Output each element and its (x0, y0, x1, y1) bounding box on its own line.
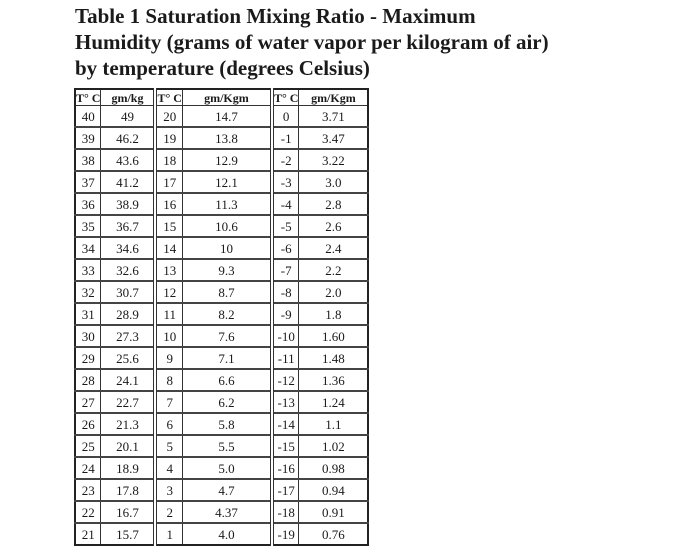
table-cell: 13.8 (182, 127, 272, 149)
table-cell: 49 (101, 106, 156, 128)
table-cell: -17 (272, 479, 299, 501)
table-cell: 14 (155, 237, 182, 259)
table-cell: -2 (272, 149, 299, 171)
table-cell: 16 (155, 193, 182, 215)
table-cell: 18.9 (101, 457, 156, 479)
table-cell: -6 (272, 237, 299, 259)
table-cell: 22 (75, 501, 101, 523)
table-cell: 4.37 (182, 501, 272, 523)
table-cell: 26 (75, 413, 101, 435)
column-header: T° C (157, 90, 182, 105)
table-cell: 1.1 (299, 413, 369, 435)
table-cell: 8.7 (182, 281, 272, 303)
table-cell: 34.6 (101, 237, 156, 259)
table-cell: 38.9 (101, 193, 156, 215)
table-cell: -5 (272, 215, 299, 237)
table-row (75, 303, 368, 325)
table-cell: 36.7 (101, 215, 156, 237)
table-cell: 20.1 (101, 435, 156, 457)
table-cell: 10 (182, 237, 272, 259)
table-cell: 11 (155, 303, 182, 325)
table-row (75, 237, 368, 259)
table-cell: 2.8 (299, 193, 369, 215)
table-cell: 5 (155, 435, 182, 457)
table-cell: 14.7 (182, 106, 272, 128)
table-row (75, 479, 368, 501)
table-row (75, 106, 368, 128)
title-line-3: by temperature (degrees Celsius) (75, 56, 370, 80)
table-cell: 10.6 (182, 215, 272, 237)
table-cell: 28 (75, 369, 101, 391)
table-cell: 4.0 (182, 523, 272, 545)
table-row (75, 523, 368, 545)
table-cell: 30.7 (101, 281, 156, 303)
table-row (75, 369, 368, 391)
table-cell: 19 (155, 127, 182, 149)
table-cell: 11.3 (182, 193, 272, 215)
table-cell: 2.4 (299, 237, 369, 259)
table-cell: 27.3 (101, 325, 156, 347)
table-cell: 6.2 (182, 391, 272, 413)
table-cell: -13 (272, 391, 299, 413)
table-cell: -7 (272, 259, 299, 281)
table-cell: 43.6 (101, 149, 156, 171)
table-cell: 36 (75, 193, 101, 215)
table-row (75, 325, 368, 347)
table-cell: -14 (272, 413, 299, 435)
table-cell: 1.24 (299, 391, 369, 413)
table-cell: 0.98 (299, 457, 369, 479)
table-cell: 1.60 (299, 325, 369, 347)
table-cell: -4 (272, 193, 299, 215)
table-cell: 0 (272, 106, 299, 128)
table-cell: 39 (75, 127, 101, 149)
table-cell: -16 (272, 457, 299, 479)
table-cell: -12 (272, 369, 299, 391)
table-cell: 2.6 (299, 215, 369, 237)
table-cell: 21.3 (101, 413, 156, 435)
column-header: gm/Kgm (182, 89, 272, 106)
table-row (75, 281, 368, 303)
column-header: gm/kg (101, 89, 156, 106)
table-cell: -15 (272, 435, 299, 457)
table-cell: 0.91 (299, 501, 369, 523)
table-cell: 4.7 (182, 479, 272, 501)
column-header: T° C (273, 90, 299, 105)
table-row (75, 171, 368, 193)
table-cell: 37 (75, 171, 101, 193)
title-line-1: Table 1 Saturation Mixing Ratio - Maximum (75, 4, 476, 28)
table-cell: 1.36 (299, 369, 369, 391)
table-cell: 3.22 (299, 149, 369, 171)
table-cell: 7.6 (182, 325, 272, 347)
table-cell: 32 (75, 281, 101, 303)
table-cell: 20 (155, 106, 182, 128)
table-cell: 1.02 (299, 435, 369, 457)
table-cell: -1 (272, 127, 299, 149)
table-cell: 7.1 (182, 347, 272, 369)
table-cell: 15.7 (101, 523, 156, 545)
table-cell: 17 (155, 171, 182, 193)
table-cell: 25.6 (101, 347, 156, 369)
table-cell: 33 (75, 259, 101, 281)
table-cell: -9 (272, 303, 299, 325)
table-cell: 13 (155, 259, 182, 281)
table-cell: -8 (272, 281, 299, 303)
table-cell: 23 (75, 479, 101, 501)
table-row (75, 391, 368, 413)
table-cell: 29 (75, 347, 101, 369)
table-cell: 10 (155, 325, 182, 347)
table-row (75, 149, 368, 171)
table-cell: 41.2 (101, 171, 156, 193)
table-row (75, 501, 368, 523)
table-cell: 8 (155, 369, 182, 391)
table-cell: 3.47 (299, 127, 369, 149)
table-cell: 2 (155, 501, 182, 523)
table-cell: 12.9 (182, 149, 272, 171)
table-row (75, 259, 368, 281)
saturation-mixing-ratio-table (74, 88, 369, 546)
table-cell: 38 (75, 149, 101, 171)
table-cell: -3 (272, 171, 299, 193)
table-cell: 34 (75, 237, 101, 259)
table-cell: 6.6 (182, 369, 272, 391)
table-body (75, 106, 368, 546)
table-cell: 30 (75, 325, 101, 347)
table-cell: 3.0 (299, 171, 369, 193)
table-cell: 21 (75, 523, 101, 545)
table-cell: 0.76 (299, 523, 369, 545)
table-cell: 2.2 (299, 259, 369, 281)
column-header: T° C (76, 90, 101, 105)
table-row (75, 457, 368, 479)
table-cell: 27 (75, 391, 101, 413)
table-cell: 0.94 (299, 479, 369, 501)
table-cell: 28.9 (101, 303, 156, 325)
table-row (75, 215, 368, 237)
table-cell: 35 (75, 215, 101, 237)
table-row (75, 193, 368, 215)
column-header: gm/Kgm (299, 89, 369, 106)
table-cell: 2.0 (299, 281, 369, 303)
table-cell: 32.6 (101, 259, 156, 281)
table-cell: 4 (155, 457, 182, 479)
table-cell: 15 (155, 215, 182, 237)
table-cell: 24.1 (101, 369, 156, 391)
table-cell: -18 (272, 501, 299, 523)
table-cell: 12.1 (182, 171, 272, 193)
table-cell: 1.48 (299, 347, 369, 369)
table-row (75, 127, 368, 149)
table-cell: 6 (155, 413, 182, 435)
table-cell: 7 (155, 391, 182, 413)
page-title (75, 3, 675, 81)
table-cell: 40 (75, 106, 101, 128)
table-header-row (75, 89, 368, 106)
title-line-2: Humidity (grams of water vapor per kilogram of air) (75, 30, 549, 54)
table-cell: 9 (155, 347, 182, 369)
table-cell: 9.3 (182, 259, 272, 281)
table-cell: 17.8 (101, 479, 156, 501)
table-cell: 3.71 (299, 106, 369, 128)
table-cell: -10 (272, 325, 299, 347)
table-cell: 25 (75, 435, 101, 457)
table-cell: 12 (155, 281, 182, 303)
table-cell: 1 (155, 523, 182, 545)
table-cell: 5.5 (182, 435, 272, 457)
table-cell: 8.2 (182, 303, 272, 325)
table-cell: 22.7 (101, 391, 156, 413)
table-cell: 31 (75, 303, 101, 325)
table-cell: -19 (272, 523, 299, 545)
table-cell: 5.8 (182, 413, 272, 435)
table-row (75, 435, 368, 457)
table-row (75, 347, 368, 369)
table-cell: 5.0 (182, 457, 272, 479)
table-cell: -11 (272, 347, 299, 369)
table-cell: 46.2 (101, 127, 156, 149)
table-cell: 3 (155, 479, 182, 501)
table-cell: 24 (75, 457, 101, 479)
table-row (75, 413, 368, 435)
table-cell: 18 (155, 149, 182, 171)
table-cell: 1.8 (299, 303, 369, 325)
table-cell: 16.7 (101, 501, 156, 523)
